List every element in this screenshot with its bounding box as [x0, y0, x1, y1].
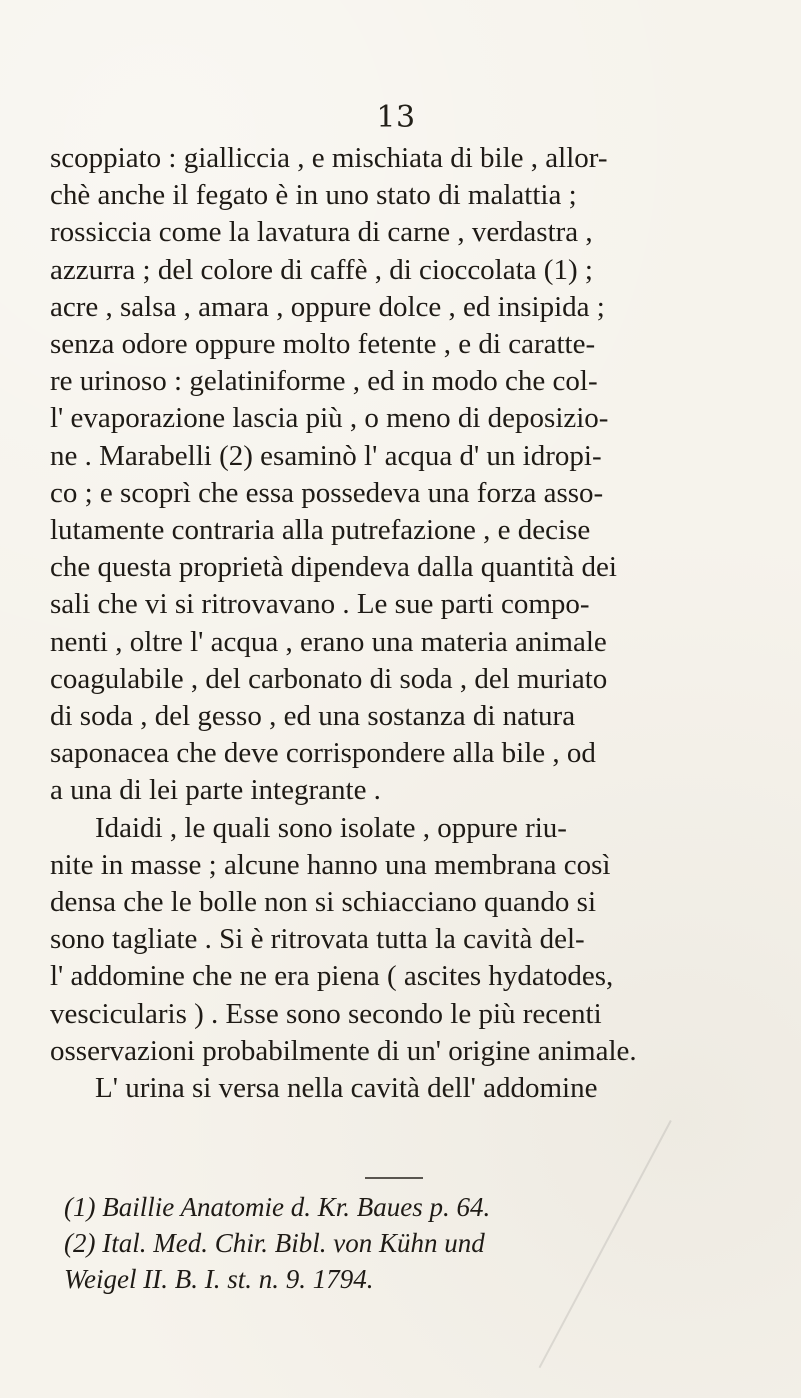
- text-line: lutamente contraria alla putrefazione , e decise: [50, 514, 591, 547]
- text-line: acre , salsa , amara , oppure dolce , ed insipida ;: [50, 290, 605, 323]
- text-line: re urinoso : gelatiniforme , ed in modo che col-: [50, 365, 598, 398]
- text-line: saponacea che deve corrispondere alla bile , od: [50, 737, 596, 770]
- footnote-divider: [365, 1177, 423, 1179]
- text-line: senza odore oppure molto fetente , e di caratte-: [50, 328, 596, 361]
- text-line: chè anche il fegato è in uno stato di malattia ;: [50, 179, 577, 212]
- footnote-line: (2) Ital. Med. Chir. Bibl. von Kühn und: [64, 1228, 485, 1258]
- text-line: co ; e scoprì che essa possedeva una forza asso-: [50, 476, 604, 509]
- text-line: osservazioni probabilmente di un' origine animale.: [50, 1034, 637, 1067]
- text-line: l' addomine che ne era piena ( ascites hydatodes,: [50, 960, 614, 993]
- text-line: nenti , oltre l' acqua , erano una materia animale: [50, 625, 607, 658]
- text-line: nite in masse ; alcune hanno una membrana così: [50, 848, 611, 881]
- main-text: [50, 140, 755, 1107]
- text-line: di soda , del gesso , ed una sostanza di natura: [50, 700, 576, 733]
- text-line: sono tagliate . Si è ritrovata tutta la cavità del-: [50, 923, 585, 956]
- footnote-line: (1) Baillie Anatomie d. Kr. Baues p. 64.: [64, 1192, 491, 1222]
- text-line: ne . Marabelli (2) esaminò l' acqua d' un idropi-: [50, 439, 602, 472]
- paragraph-start-line: L' urina si versa nella cavità dell' addomine: [95, 1072, 598, 1105]
- text-line: che questa proprietà dipendeva dalla quantità dei: [50, 551, 617, 584]
- text-line: vescicularis ) . Esse sono secondo le più recenti: [50, 997, 602, 1030]
- text-line: l' evaporazione lascia più , o meno di deposizio-: [50, 402, 609, 435]
- text-line: rossiccia come la lavatura di carne , verdastra ,: [50, 216, 593, 249]
- text-line: azzurra ; del colore di caffè , di cioccolata (1) ;: [50, 253, 593, 286]
- footnotes: [64, 1189, 754, 1297]
- footnote-line: Weigel II. B. I. st. n. 9. 1794.: [64, 1264, 374, 1294]
- text-line: sali che vi si ritrovavano . Le sue parti compo-: [50, 588, 590, 621]
- paragraph-start-line: Idaidi , le quali sono isolate , oppure riu-: [95, 811, 567, 844]
- text-line: coagulabile , del carbonato di soda , del muriato: [50, 662, 608, 695]
- text-line: densa che le bolle non si schiacciano quando si: [50, 886, 597, 919]
- page-number: 13: [376, 100, 416, 135]
- text-line: a una di lei parte integrante .: [50, 774, 381, 807]
- text-line: scoppiato : gialliccia , e mischiata di bile , allor-: [50, 142, 608, 174]
